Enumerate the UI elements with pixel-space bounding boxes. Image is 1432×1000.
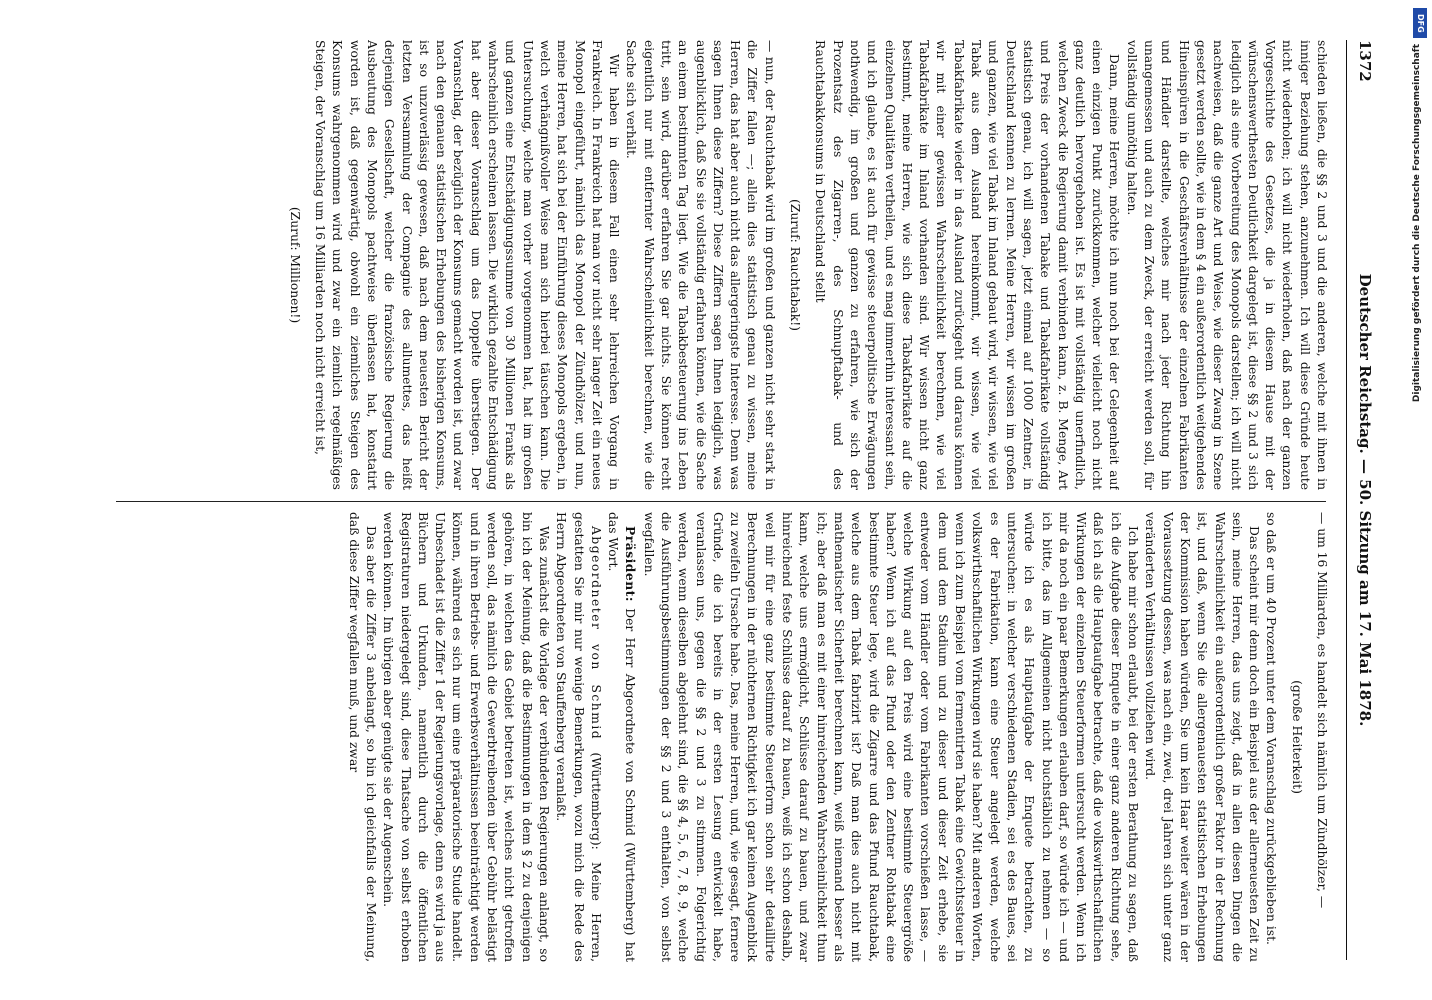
president-statement xyxy=(604,512,640,962)
right-paragraph-3: Ich habe mir schon erlaubt, bei der ersten Berathung zu sagen, daß ich die Aufgabe dieser Enquete in einer ganz anderen Richtung sehe, daß ich als die Hauptaufgabe betrachte, daß die volkswirthschaftlichen Wirkungen der einzelnen Steuerformen untersucht werden. Wenn ich mir da noch ein paar Bemerkungen erlauben darf, so würde ich — und ich bitte, das im Allgemeinen nicht buchstäblich zu nehmen — so würde ich es als Hauptaufgabe der Enquete betrachten, zu untersuchen: in welcher verschiedenen Stadien, sei es des Baues, sei es der Fabrikation, kann eine Steuer angelegt werden, welche volkswirthschaftlichen Wirkungen wird sie haben? Mit anderen Worten, wenn ich zum Beispiel vom fermentirten Tabak eine Gewichtssteuer in dem und dem Stadium und zu dieser und dieser Zeit erhebe, sie entweder vom Händler oder vom Fabrikanten vorschießen lasse, — welche Wirkung auf den Preis wird eine bestimmte Steuergröße haben? Wenn ich auf das Pfund oder den Zentner Rohtabak eine bestimmte Steuer lege, wird die Zigarre und das Pfund Rauchtabak, welche aus dem Tabak fabrizirt ist? Daß man dies auch nicht mit mathematischer Sicherheit berechnen kann, weiß niemand besser als ich; aber daß man es mit einer hinreichenden Wahrscheinlichkeit thun kann, welche uns ermöglicht, Schlüsse darauf zu bauen, und zwar hinreichend feste Schlüsse darauf zu bauen, weiß ich schon deshalb, weil mir für eine ganz bestimmte Steuerform schon sehr detaillirte Berechnungen in der nüchternen Richtigkeit ich gar keinen Augenblick zu zweifeln Ursache habe. Das, meine Herren, und, wie gesagt, fernere Gründe, die ich bereits in der ersten Lesung entwickelt habe, veranlassen uns, gegen die §§ 2 und 3 zu stimmen. Folgerichtig werden, wenn dieselben abgelehnt sind, die §§ 4, 5, 6, 7, 8, 9, welche die Ausführungsbestimmungen der §§ 2 und 3 enthalten, von selbst wegfallen. xyxy=(641,512,1141,962)
page-frame xyxy=(92,40,1392,965)
president-label: Präsident: xyxy=(623,526,639,602)
left-paragraph-4: Wir haben in diesem Fall einen sehr lehrreichen Vorgang in Frankreich. In Frankreich hat man vor nicht sehr langer Zeit ein neues Monopol eingeführt, nämlich das Monopol der Zündhölzer, und nun, meine Herren, hat sich bei der Einführung dieses Monopols ergeben, in welch verhängnißvoller Weise man sich hierbei täuschen kann. Die Untersuchung, welche man vorher vorgenommen hat, hat im großen und ganzen eine Entschädigungssumme von 30 Millionen Franks als wahrscheinlich erscheinen lassen. Die wirklich gezahlte Entschädigung hat aber dieser Voranschlag um das Doppelte überstiegen. Der Voranschlag, der bezüglich der Konsums gemacht worden ist, und zwar nach den genauen statistischen Erhebungen des bisherigen Konsums, ist so unzuverlässig gewesen, daß nach dem neuesten Bericht der letzten Versammlung der Compagnie des allumettes, das heißt derjenigen Gesellschaft, welcher die französische Regierung die Ausbeutung des Monopols pachtweise überlassen hat, konstatirt worden ist, daß gegenwärtig, obwohl ein ziemliches Steigen des Konsums wahrgenommen wird und zwar ein ziemlich regelmäßiges Steigen, der Voranschlag um 16 Milliarden noch nicht erreicht ist, xyxy=(313,40,622,490)
left-interjection-2: (Zuruf: Millionen!) xyxy=(287,206,302,324)
digitization-notice: Digitalisierung gefördert durch die Deutsche Forschungsgemeinschaft xyxy=(1412,44,1422,403)
right-paragraph-2: Das scheint mir denn doch ein Beispiel aus der allerneuesten Zeit zu sein, meine Herren, das uns zeigt, daß in allen diesen Dingen die Wahrscheinlichkeit ein außerordentlich großer Faktor in der Rechnung ist, und daß, wenn Sie die allergenauesten statistischen Erhebungen der Kommission haben würden, Sie um kein Haar weiter wären in der Voraussetzung dessen, was nach ein, zwei, drei Jahren sich unter ganz veränderten Verhältnissen vollziehen wird. xyxy=(1143,512,1262,962)
dfg-logo: DFG xyxy=(1413,8,1427,38)
right-opening: — um 16 Milliarden, es handelt sich nämlich um Zündhölzer, — xyxy=(1315,512,1329,909)
speaker-statement xyxy=(552,512,604,962)
left-paragraph-1: schieden ließen, die §§ 2 und 3 und die anderen, welche mit ihnen in inniger Beziehung stehen, anzunehmen. Ich will diese Gründe heute nicht wiederholen; ich will nicht wiederholen, daß nach der ganzen Vorgeschichte des Gesetzes, die ja in diesem Hause mit der wünschenswerthesten Deutlichkeit dargelegt ist, diese §§ 2 und 3 sich lediglich als eine Vorbereitung des Monopols darstellen; ich will nicht nachweisen, daß die ganze Art und Weise, wie dieser Zwang in Szene gesetzt werden sollte, wie in dem § 4 ein außerordentlich weitgehendes Hineinspüren in die Geschäftsverhältnisse der einzelnen Fabrikanten und Händler darstellte, welches mir nach jeder Richtung hin unangemessen und auch zu dem Zweck, der erreicht werden soll, für vollständig unnöthig halten. xyxy=(1124,40,1329,490)
page-header xyxy=(1346,40,1380,960)
left-interjection-1: (Zuruf: Rauchtabak!) xyxy=(788,199,803,331)
right-interjection-1: (große Heiterkeit) xyxy=(1289,680,1304,794)
header-rule xyxy=(1346,40,1347,960)
page-title: Deutscher Reichstag. — 50. Sitzung am 17. Mai 1878. xyxy=(1356,273,1374,727)
right-column xyxy=(110,512,1330,962)
left-paragraph-3: — nun, der Rauchtabak wird im großen und ganzen nicht sehr stark in die Ziffer fallen —; allein dies statistisch genau zu wissen, meine Herren, das hat aber auch nicht das allergeringste Interesse. Denn was sagen Ihnen diese Ziffern? Diese Ziffern sagen Ihnen lediglich, was augenblicklich, daß Sie sie vollständig erfahren können, wie die Sache an einem bestimmten Tag liegt. Wie die Tabakbesteuerung ins Leben tritt, sein wird, darüber erfahren Sie gar nichts. Sie können recht eigentlich nur mit entfernter Wahrscheinlichkeit berechnen, wie die Sache sich verhält. xyxy=(624,40,777,490)
speaker-text: (Württemberg): Meine Herren, gestatten Sie mir nur wenige Bemerkungen, wozu mich die Rede des Herrn Abgeordneten von Stauffenberg veranlaßt. xyxy=(554,512,603,962)
right-paragraph-4: Was zunächst die Vorlage der verbündeten Regierungen anlangt, so bin ich der Meinung, daß die Bestimmungen in dem § 2 zu denjenigen gehören, in welchen das Gebiet betreten ist, welches nicht getroffen werden soll, das nämlich die Gewerbtreibenden über Gebühr belästigt und in ihren Betriebs- und Erwerbsverhältnissen beeinträchtigt werden können, während es sich nur um eine präparatorische Studie handelt. Unbeschadet ist die Ziffer 1 der Regierungsvorlage, denn es wird ja aus Büchern und Urkunden, namentlich durch die öffentlichen Registraturen niedergelegt sind, diese Thatsache von selbst erhoben werden können. Im übrigen aber genügte sie der Augenschein. xyxy=(381,512,551,962)
right-paragraph-5: Das aber die Ziffer 3 anbelangt, so bin ich gleichfalls der Meinung, daß diese Ziffer wegfallen muß, und zwar xyxy=(346,512,378,962)
page-number: 1372 xyxy=(1356,40,1374,82)
left-paragraph-2: Dann, meine Herren, möchte ich nun noch bei der Gelegenheit auf einen einzigen Punkt zurückkommen, welcher vielleicht noch nicht ganz deutlich hervorgehoben ist. Es ist mit vollständig unerfindlich, welchen Zweck die Regierung damit verbinden kann, z. B. Menge, Art und Preis der vorhandenen Tabake und Tabakfabrikate vollständig statistisch genau, ich will sagen, jetzt einmal auf 1000 Zentner, in Deutschland kennen zu lernen. Meine Herren, wir wissen im großen und ganzen, wie viel Tabak im Inland gebaut wird, wir wissen, wie viel Tabak aus dem Ausland hereinkommt, wir wissen, wie viel Tabakfabrikate wieder in das Ausland zurückgeht und daraus können wir mit einer gewissen Wahrscheinlichkeit berechnen, wie viel Tabakfabrikate im Inland vorhanden sind. Wir wissen nicht ganz bestimmt, meine Herren, wie sich diese Tabakfabrikate auf die einzelnen Qualitäten vertheilen, und es mag immerhin interessant sein, und ich glaube, es ist auch für gewisse steuerpolitische Erwägungen nothwendig, im großen und ganzen zu erfahren, wie sich der Prozentsatz des Zigarren-, des Schnupftabak- und des Rauchtabakkonsums in Deutschland stellt xyxy=(813,40,1122,490)
column-divider xyxy=(116,501,1326,502)
digitization-stamp xyxy=(1410,0,1430,1000)
president-text: Der Herr Abgeordnete von Schmid (Württemberg) hat das Wort. xyxy=(606,512,638,962)
right-paragraph-1: so daß er um 40 Prozent unter dem Voranschlag zurückgeblieben ist. xyxy=(1264,512,1279,945)
left-column xyxy=(110,40,1330,490)
speaker-label: Abgeordneter von Schmid xyxy=(588,526,603,741)
